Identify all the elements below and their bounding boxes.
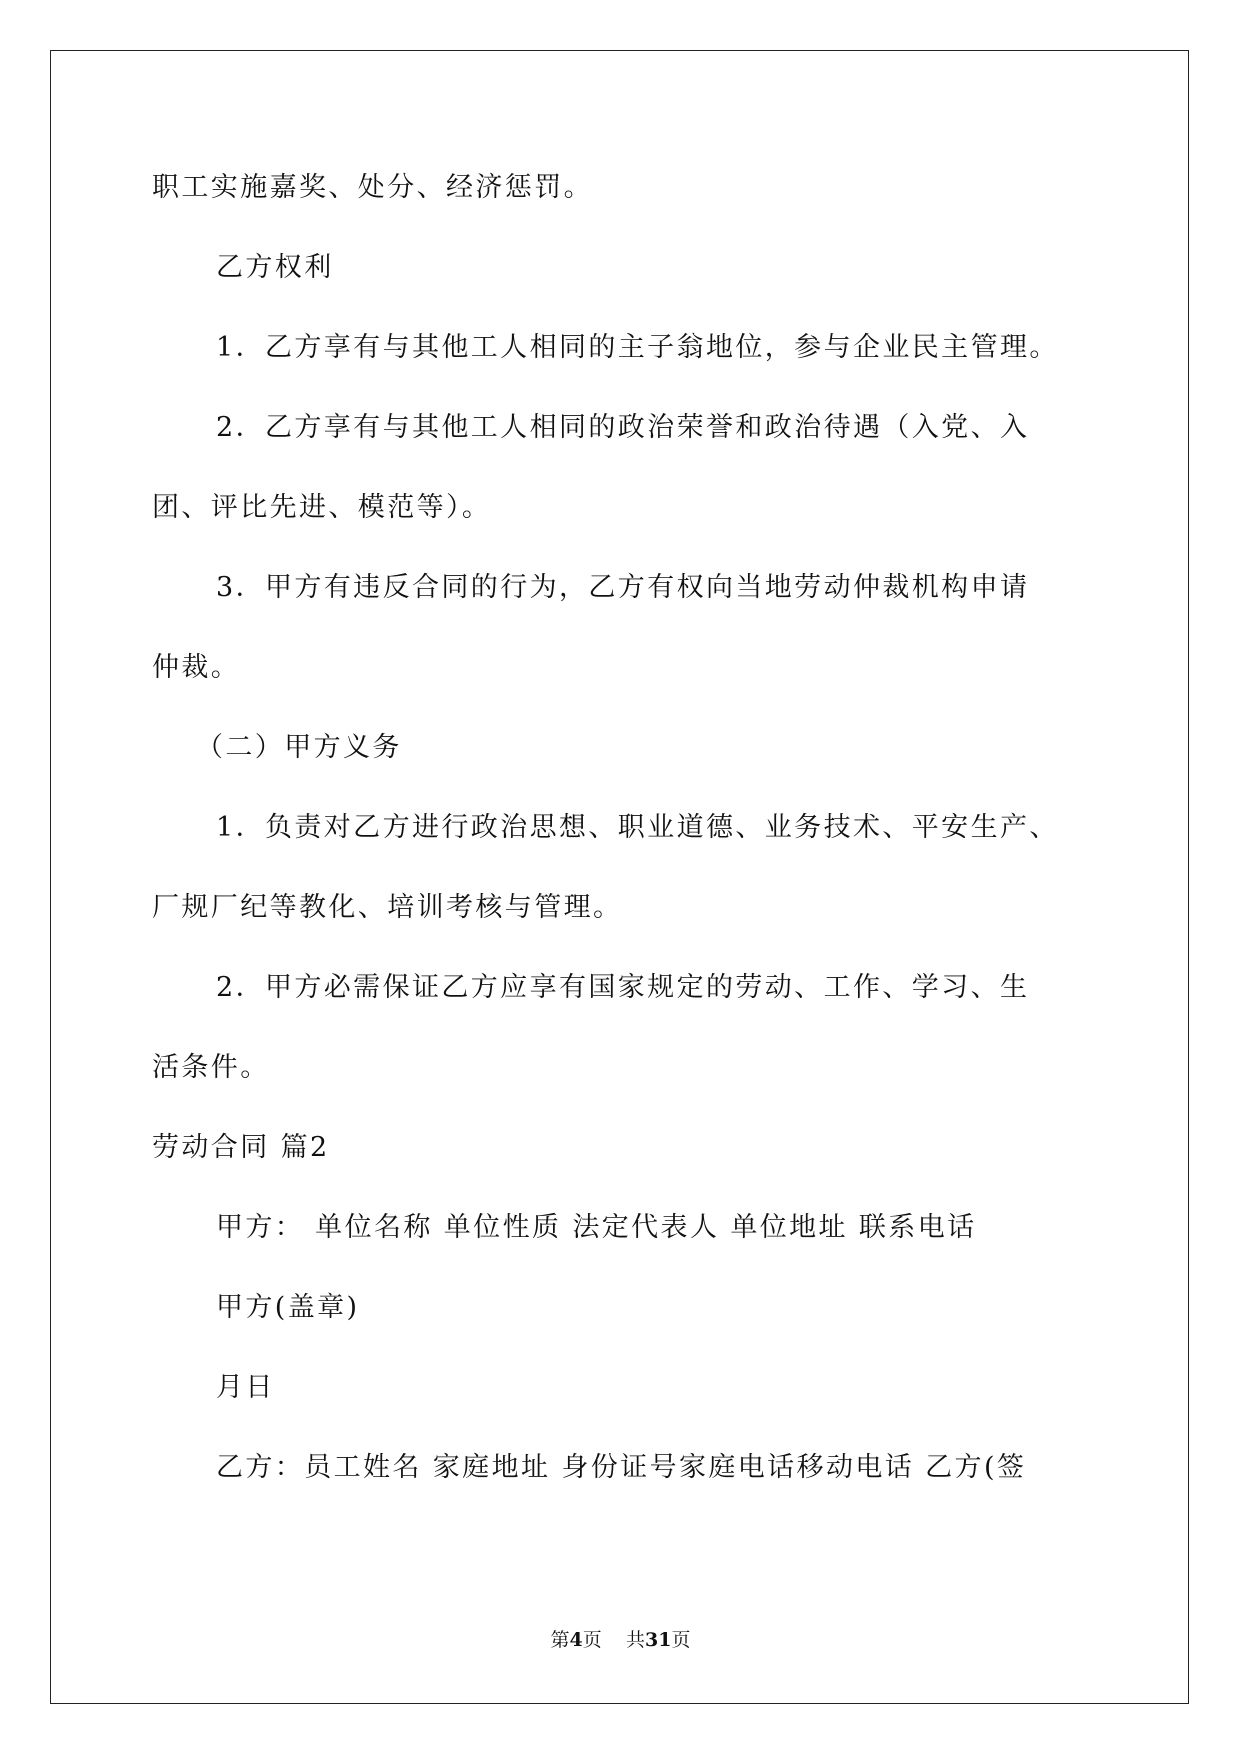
- text-line: 1．负责对乙方进行政治思想、职业道德、业务技术、平安生产、: [216, 812, 1059, 843]
- page-prefix: 第: [550, 1629, 570, 1651]
- section-heading: 乙方权利: [216, 252, 334, 283]
- page-suffix: 页: [582, 1629, 602, 1651]
- total-suffix: 页: [671, 1629, 691, 1651]
- text-line: 2．乙方享有与其他工人相同的政治荣誉和政治待遇（入党、入: [216, 412, 1030, 443]
- text-line: 乙方：员工姓名 家庭地址 身份证号家庭电话移动电话 乙方(签: [216, 1452, 1027, 1483]
- text-line: 3．甲方有违反合同的行为，乙方有权向当地劳动仲裁机构申请: [216, 572, 1030, 603]
- section-heading: （二）甲方义务: [196, 732, 402, 763]
- text-line: 甲方(盖章): [216, 1292, 360, 1323]
- section-title: 劳动合同 篇2: [152, 1132, 330, 1163]
- text-line: 团、评比先进、模范等）。: [152, 492, 492, 523]
- text-line: 职工实施嘉奖、处分、经济惩罚。: [152, 172, 593, 203]
- text-line: 甲方： 单位名称 单位性质 法定代表人 单位地址 联系电话: [216, 1212, 977, 1243]
- text-line: 厂规厂纪等教化、培训考核与管理。: [152, 892, 623, 923]
- total-prefix: 共: [625, 1629, 645, 1651]
- text-line: 月日: [216, 1372, 275, 1403]
- text-line: 活条件。: [152, 1052, 270, 1083]
- total-pages: 31: [644, 1629, 672, 1651]
- text-line: 仲裁。: [152, 652, 241, 683]
- page-footer: [0, 1628, 1241, 1652]
- text-line: 1．乙方享有与其他工人相同的主子翁地位，参与企业民主管理。: [216, 332, 1059, 363]
- text-line: 2．甲方必需保证乙方应享有国家规定的劳动、工作、学习、生: [216, 972, 1030, 1003]
- page-number: 4: [569, 1629, 583, 1651]
